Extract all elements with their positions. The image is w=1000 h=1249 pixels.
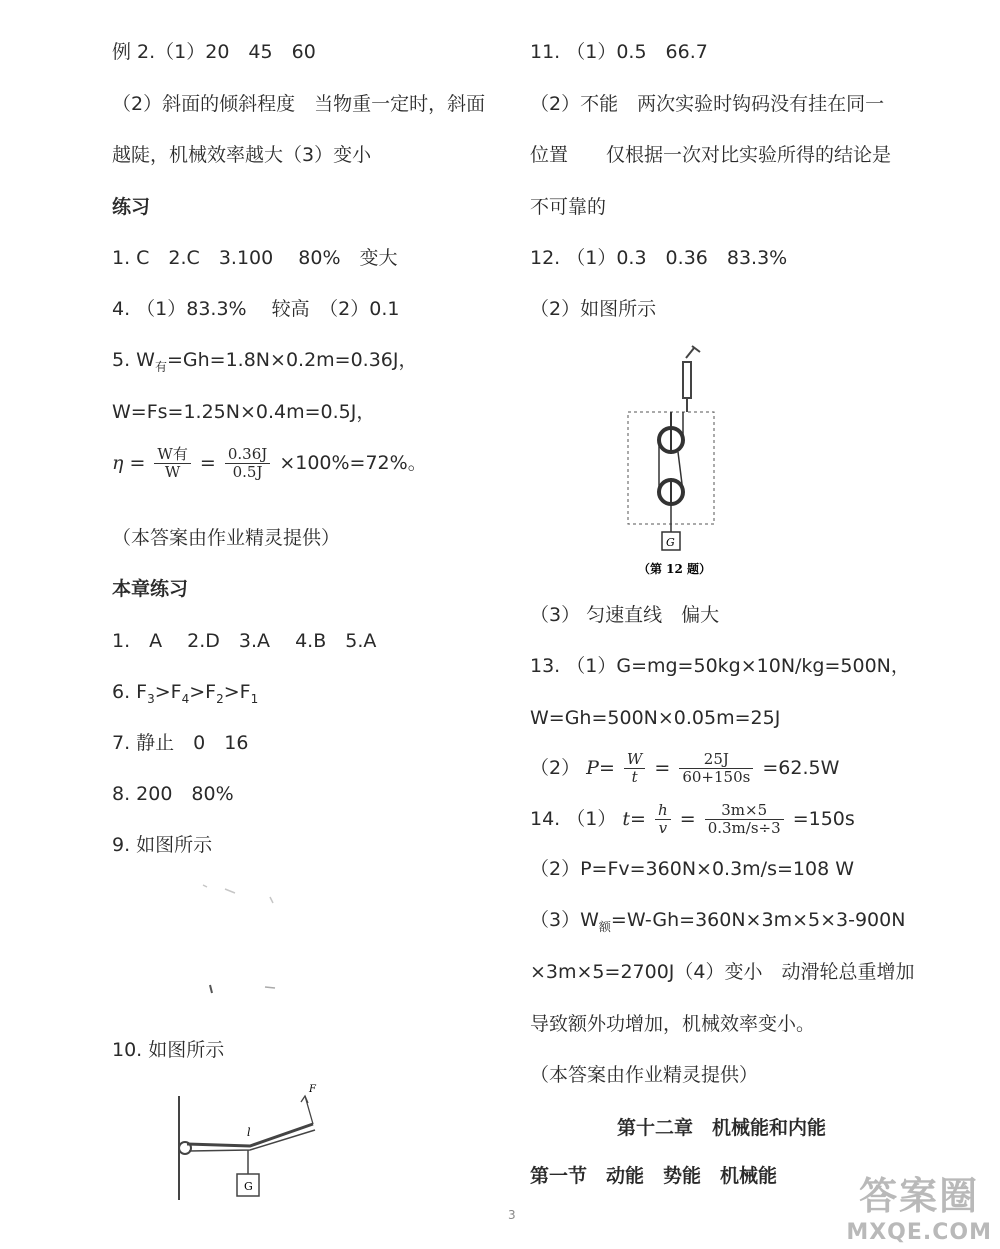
heading-chapter-practice: 本章练习	[112, 578, 189, 600]
answer-14-line-2: （2）P=Fv=360N×0.3m/s=108 W	[530, 858, 854, 880]
spring-scale	[683, 362, 691, 398]
answer-13-line-2: W=Gh=500N×0.05m=25J	[530, 707, 781, 729]
fraction-power-values: $\frac{25J}{60+150s}$	[679, 751, 753, 786]
page-number: 3	[508, 1208, 516, 1222]
practice-answer-4: 4. （1）83.3% 较高 （2）0.1	[112, 298, 400, 320]
answer-12-line-1: 12. （1）0.3 0.36 83.3%	[530, 247, 788, 269]
chapter-answer-7: 7. 静止 0 16	[112, 732, 249, 754]
chapter-title: 第十二章 机械能和内能	[617, 1117, 827, 1139]
watermark-logo-text: 答案圈	[859, 1174, 980, 1218]
figure-10-lever-diagram	[165, 1078, 335, 1203]
answer-13-line-1: 13. （1）G=mg=50kg×10N/kg=500N，	[530, 655, 910, 677]
fraction-work-ratio: $\frac{\text{W有}}{W}$	[154, 446, 190, 481]
watermark	[846, 1165, 992, 1245]
force-label: F	[309, 1084, 316, 1095]
answer-12-line-2: （2）如图所示	[530, 298, 657, 320]
answer-11-line-2: （2）不能 两次实验时钩码没有挂在同一	[530, 93, 885, 115]
efficiency-formula: η = $\frac{\text{W有}}{W}$ = $\frac{0.36J}{0.5J}$ ×100%=72%。	[112, 445, 427, 481]
chapter-answer-8: 8. 200 80%	[112, 783, 234, 805]
weight-label: G	[666, 536, 675, 549]
figure-12-pulley-diagram	[620, 340, 725, 580]
chapter-answer-1-5: 1. A 2.D 3.A 4.B 5.A	[112, 630, 377, 652]
fraction-time: $\frac{h}{v}$	[655, 802, 671, 837]
arrow-head-icon	[301, 1096, 308, 1103]
chapter-answer-10: 10. 如图所示	[112, 1039, 225, 1061]
watermark-url: MXQE.COM	[846, 1220, 992, 1245]
answer-11-line-1: 11. （1）0.5 66.7	[530, 41, 708, 63]
practice-answer-5-line-1: 5. $W_有=Gh=1.8N\times 0.2m=0.36J$，	[112, 349, 418, 374]
chapter-answer-6: 6. $F_3>F_4>F_2>F_1$	[112, 681, 259, 706]
answer-13-power-formula: （2） P= $\frac{W}{t}$ = $\frac{25J}{60+150s}$ =62.5W	[530, 750, 840, 786]
fraction-power: $\frac{W}{t}$	[624, 751, 645, 786]
lever-arm-label: l	[247, 1126, 251, 1139]
answer-14-line-3: $(3)W_额=W-Gh=360N\times 3m\times 5\times 3-900N$	[530, 909, 906, 934]
practice-answer-1-3: 1. C 2.C 3.100 80% 变大	[112, 247, 398, 269]
credit-note-2: （本答案由作业精灵提供）	[530, 1064, 759, 1086]
practice-answer-5-line-2: W=Fs=1.25N×0.4m=0.5J，	[112, 401, 376, 423]
section-title: 第一节 动能 势能 机械能	[530, 1165, 778, 1187]
weight-label: G	[244, 1180, 253, 1193]
lever-bar-edge	[189, 1130, 315, 1151]
answer-11-line-3: 位置 仅根据一次对比实验所得的结论是	[530, 144, 892, 166]
answer-12-line-3: （3） 匀速直线 偏大	[530, 604, 720, 626]
fraction-values: $\frac{0.36J}{0.5J}$	[225, 446, 270, 481]
figure-caption: （第 12 题）	[638, 562, 712, 576]
example-2-line-2: （2）斜面的倾斜程度 当物重一定时，斜面	[112, 93, 486, 115]
answer-11-line-4: 不可靠的	[530, 196, 607, 218]
figure-9-faint-marks	[195, 875, 315, 995]
answer-14-time-formula: 14. （1） t= $\frac{h}{v}$ = $\frac{3m\times 5}{0.3m/s\div 3}$ =150s	[530, 801, 855, 837]
chapter-answer-9: 9. 如图所示	[112, 834, 213, 856]
credit-note-1: （本答案由作业精灵提供）	[112, 527, 341, 549]
hook-icon	[686, 346, 700, 358]
example-2-line-3: 越陡，机械效率越大（3）变小	[112, 144, 372, 166]
example-2-line-1: 例 2.（1）20 45 60	[112, 41, 316, 63]
answer-14-line-4: ×3m×5=2700J（4）变小 动滑轮总重增加	[530, 961, 915, 983]
heading-practice: 练习	[112, 196, 151, 218]
fraction-time-values: $\frac{3m\times 5}{0.3m/s\div 3}$	[705, 802, 784, 837]
answer-14-line-5: 导致额外功增加，机械效率变小。	[530, 1013, 816, 1035]
